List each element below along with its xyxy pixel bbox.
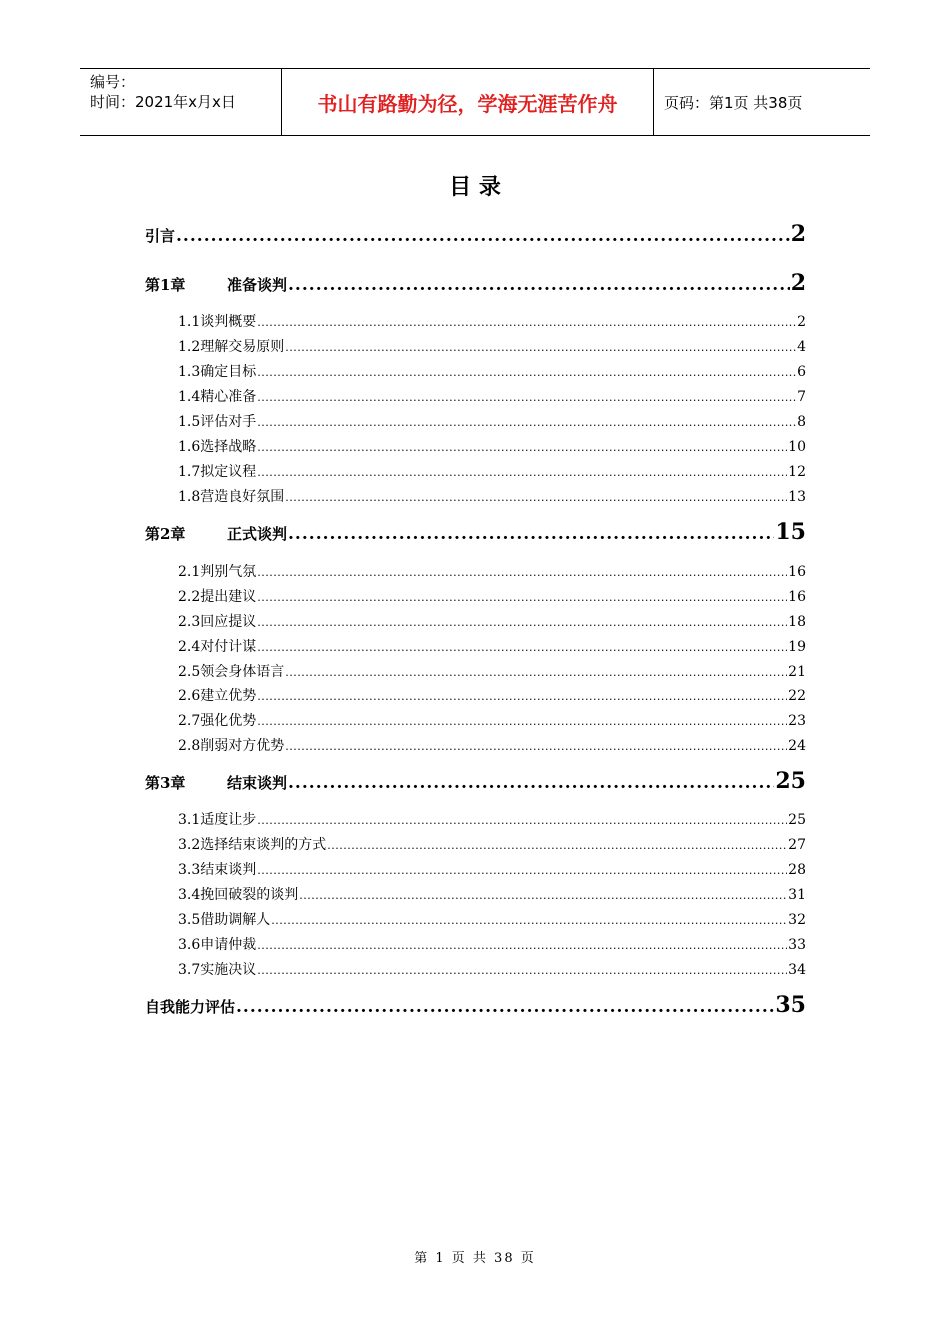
toc-chapter-number: 第3章	[145, 774, 186, 792]
toc-page-number: 33	[788, 937, 806, 953]
toc-leader-dots	[271, 914, 787, 927]
toc-section-entry[interactable]	[178, 386, 806, 406]
toc-leader-dots	[257, 391, 796, 404]
toc-leader-dots	[257, 591, 787, 604]
toc-section-entry[interactable]	[178, 735, 806, 755]
toc-page-number: 6	[797, 364, 806, 380]
toc-leader-dots	[176, 226, 790, 246]
header-page-info: 页码：第1页 共38页	[664, 93, 803, 112]
toc-page-number: 21	[788, 664, 806, 680]
toc-section-entry[interactable]	[178, 586, 806, 606]
toc-leader-dots	[257, 441, 787, 454]
toc-leader-dots	[257, 814, 787, 827]
toc-leader-dots	[285, 341, 796, 354]
toc-page-number: 31	[788, 887, 806, 903]
toc-leader-dots	[257, 316, 796, 329]
toc-section-entry[interactable]	[178, 636, 806, 656]
toc-entry-label: 2.5领会身体语言	[178, 664, 285, 680]
toc-section-entry[interactable]	[178, 661, 806, 681]
toc-section-entry[interactable]	[178, 411, 806, 431]
toc-page-number: 23	[788, 713, 806, 729]
toc-page-number: 2	[790, 221, 806, 247]
toc-entry-label: 3.4挽回破裂的谈判	[178, 887, 299, 903]
toc-section-entry[interactable]	[178, 959, 806, 979]
toc-leader-dots	[257, 864, 787, 877]
toc-entry-label: 1.3确定目标	[178, 364, 257, 380]
toc-section-entry[interactable]	[178, 685, 806, 705]
toc-section-entry[interactable]	[178, 834, 806, 854]
toc-page-number: 22	[788, 688, 806, 704]
toc-section-entry[interactable]	[178, 611, 806, 631]
toc-section-entry[interactable]	[178, 710, 806, 730]
toc-leader-dots	[257, 416, 796, 429]
toc-entry-label: 结束谈判	[227, 774, 288, 792]
toc-leader-dots	[299, 889, 787, 902]
toc-section-entry[interactable]	[178, 461, 806, 481]
toc-leader-dots	[257, 939, 787, 952]
toc-entry-label: 3.5借助调解人	[178, 912, 271, 928]
toc-entry-label: 1.4精心准备	[178, 389, 257, 405]
toc-chapter-number: 第2章	[145, 525, 186, 543]
toc-page-number: 15	[775, 519, 806, 545]
toc-entry-label: 2.7强化优势	[178, 713, 257, 729]
toc-entry-label: 准备谈判	[227, 276, 288, 294]
header-number-label: 编号：	[90, 73, 136, 91]
toc-entry-label: 3.1适度让步	[178, 812, 257, 828]
page-footer: 第 1 页 共 38 页	[414, 1251, 536, 1266]
toc-entry-label: 2.3回应提议	[178, 614, 257, 630]
toc-entry-label: 3.3结束谈判	[178, 862, 257, 878]
toc-page-number: 7	[797, 389, 806, 405]
toc-section-entry[interactable]	[178, 436, 806, 456]
toc-chapter-entry[interactable]	[145, 519, 806, 545]
header-meta	[80, 69, 281, 135]
toc-leader-dots	[288, 275, 790, 295]
toc-leader-dots	[285, 666, 787, 679]
page-title: 目 录	[449, 175, 501, 200]
toc-section-entry[interactable]	[178, 934, 806, 954]
toc-entry-label: 正式谈判	[227, 525, 288, 543]
toc-chapter-entry[interactable]	[145, 270, 806, 296]
toc-page-number: 10	[788, 439, 806, 455]
toc-page-number: 8	[797, 414, 806, 430]
toc-leader-dots	[257, 466, 787, 479]
toc-entry-label: 3.6申请仲裁	[178, 937, 257, 953]
toc-leader-dots	[257, 616, 787, 629]
toc-entry-label: 1.2理解交易原则	[178, 339, 285, 355]
toc-leader-dots	[288, 773, 774, 793]
toc-leader-dots	[288, 524, 774, 544]
toc-entry-label: 引言	[145, 227, 176, 245]
toc-page-number: 32	[788, 912, 806, 928]
toc-page-number: 25	[788, 812, 806, 828]
toc-entry-label: 1.7拟定议程	[178, 464, 257, 480]
toc-entry-label: 2.6建立优势	[178, 688, 257, 704]
toc-page-number: 2	[797, 314, 806, 330]
toc-entry-label: 2.2提出建议	[178, 589, 257, 605]
header-motto: 书山有路勤为径，学海无涯苦作舟	[281, 69, 654, 135]
toc-entry-label: 3.2选择结束谈判的方式	[178, 837, 327, 853]
toc-leader-dots	[285, 491, 787, 504]
toc-entry-label: 1.6选择战略	[178, 439, 257, 455]
toc-leader-dots	[327, 839, 787, 852]
toc-page-number: 13	[788, 489, 806, 505]
toc-chapter-entry[interactable]	[145, 221, 806, 247]
toc-section-entry[interactable]	[178, 884, 806, 904]
toc-leader-dots	[257, 964, 787, 977]
document-header	[80, 68, 870, 136]
toc-leader-dots	[257, 690, 787, 703]
toc-entry-label: 3.7实施决议	[178, 962, 257, 978]
toc-section-entry[interactable]	[178, 361, 806, 381]
toc-entry-label: 1.8营造良好氛围	[178, 489, 285, 505]
toc-entry-label: 2.1判别气氛	[178, 564, 257, 580]
toc-leader-dots	[285, 740, 787, 753]
toc-leader-dots	[236, 997, 774, 1017]
toc-entry-label: 1.1谈判概要	[178, 314, 257, 330]
toc-chapter-number: 第1章	[145, 276, 186, 294]
toc-page-number: 25	[775, 768, 806, 794]
toc-leader-dots	[257, 715, 787, 728]
toc-section-entry[interactable]	[178, 311, 806, 331]
toc-page-number: 19	[788, 639, 806, 655]
toc-leader-dots	[257, 366, 796, 379]
toc-page-number: 28	[788, 862, 806, 878]
toc-page-number: 12	[788, 464, 806, 480]
toc-page-number: 35	[775, 992, 806, 1018]
toc-page-number: 2	[790, 270, 806, 296]
toc-page-number: 27	[788, 837, 806, 853]
toc-page-number: 18	[788, 614, 806, 630]
toc-page-number: 16	[788, 564, 806, 580]
toc-section-entry[interactable]	[178, 486, 806, 506]
toc-section-entry[interactable]	[178, 909, 806, 929]
toc-page-number: 4	[797, 339, 806, 355]
toc-entry-label: 2.4对付计谋	[178, 639, 257, 655]
toc-section-entry[interactable]	[178, 336, 806, 356]
toc-entry-label: 自我能力评估	[145, 998, 236, 1016]
toc-page-number: 24	[788, 738, 806, 754]
toc-page-number: 16	[788, 589, 806, 605]
toc-entry-label: 1.5评估对手	[178, 414, 257, 430]
toc-leader-dots	[257, 566, 787, 579]
toc-section-entry[interactable]	[178, 561, 806, 581]
toc-section-entry[interactable]	[178, 859, 806, 879]
toc-chapter-entry[interactable]	[145, 992, 806, 1018]
toc-page-number: 34	[788, 962, 806, 978]
toc-section-entry[interactable]	[178, 809, 806, 829]
toc-entry-label: 2.8削弱对方优势	[178, 738, 285, 754]
toc-leader-dots	[257, 641, 787, 654]
header-date-label: 时间：2021年x月x日	[90, 93, 236, 111]
toc-chapter-entry[interactable]	[145, 768, 806, 794]
